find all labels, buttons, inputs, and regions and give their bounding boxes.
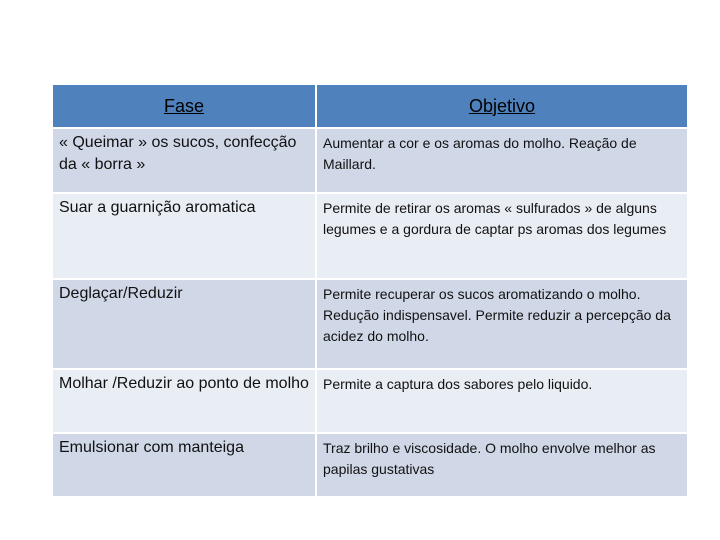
table-row: [52, 369, 688, 433]
table-row: [52, 128, 688, 193]
header-objetivo: Objetivo: [316, 84, 688, 128]
table-row: [52, 193, 688, 279]
fase-cell: Molhar /Reduzir ao ponto de molho: [52, 369, 316, 433]
objetivo-cell: Aumentar a cor e os aromas do molho. Reação de Maillard.: [316, 128, 688, 193]
fase-cell: Suar a guarnição aromatica: [52, 193, 316, 279]
objetivo-cell: Permite a captura dos sabores pelo liquido.: [316, 369, 688, 433]
fase-cell: « Queimar » os sucos, confecção da « borra »: [52, 128, 316, 193]
fase-cell: Emulsionar com manteiga: [52, 433, 316, 497]
objetivo-cell: Permite recuperar os sucos aromatizando o molho. Redução indispensavel. Permite reduzir a percepção da acidez do molho.: [316, 279, 688, 369]
table-row: [52, 433, 688, 497]
objetivo-cell: Permite de retirar os aromas « sulfurados » de alguns legumes e a gordura de captar ps aromas dos legumes: [316, 193, 688, 279]
fase-cell: Deglaçar/Reduzir: [52, 279, 316, 369]
table-header-row: [52, 84, 688, 128]
table-row: [52, 279, 688, 369]
phase-objective-table: [51, 83, 689, 498]
objetivo-cell: Traz brilho e viscosidade. O molho envolve melhor as papilas gustativas: [316, 433, 688, 497]
header-fase: Fase: [52, 84, 316, 128]
